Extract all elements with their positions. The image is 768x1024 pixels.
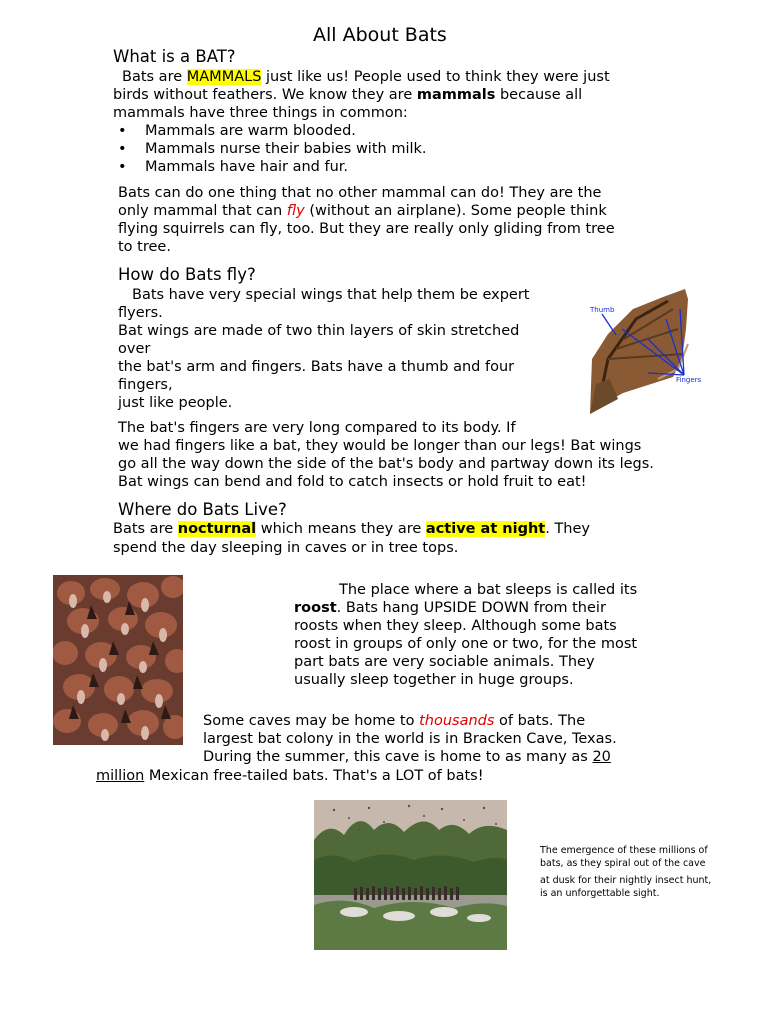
bullet-text: Mammals are warm blooded. [145, 123, 356, 139]
fingers-para-line: we had fingers like a bat, they would be longer than our legs! Bat wings [118, 438, 642, 454]
photo-caption-line: The emergence of these millions of [540, 845, 708, 856]
fingers-para-line: Bat wings can bend and fold to catch insects or hold fruit to eat! [118, 474, 587, 490]
bullet-text: Mammals nurse their babies with milk. [145, 141, 427, 157]
underline-20: 20 [592, 749, 611, 765]
para-text: only mammal that can [118, 203, 287, 219]
section-heading-how-do-bats-fly: How do Bats fly? [118, 265, 256, 284]
roosting-bats-photo [53, 575, 183, 745]
fly-line: the bat's arm and fingers. Bats have a thumb and four [118, 359, 515, 375]
text: Mexican free-tailed bats. That's a LOT of bats! [144, 768, 484, 784]
bullet-icon: • [118, 123, 127, 139]
red-thousands: thousands [419, 713, 495, 729]
bat-wing-image [588, 289, 704, 414]
roost-line: The place where a bat sleeps is called its [339, 582, 638, 598]
text: During the summer, this cave is home to as many as [203, 749, 593, 765]
text: of bats. The [494, 713, 586, 729]
caves-para-line: largest bat colony in the world is in Bracken Cave, Texas. [203, 731, 617, 747]
fly-line: flyers. [118, 305, 163, 321]
section-heading-where-do-bats-live: Where do Bats Live? [118, 500, 287, 519]
bullet-icon: • [118, 159, 127, 175]
intro-text: Bats are [122, 69, 187, 85]
intro-line-2 [113, 86, 582, 104]
text: Some caves may be home to [203, 713, 420, 729]
bullet-icon: • [118, 141, 127, 157]
intro-line-1 [113, 68, 610, 86]
para-line: Bats can do one thing that no other mammal can do! They are the [118, 185, 602, 201]
caves-line: spend the day sleeping in caves or in tree tops. [113, 540, 459, 556]
wing-label-thumb: Thumb [590, 306, 615, 314]
fly-line: just like people. [118, 395, 233, 411]
text: . Bats hang UPSIDE DOWN from their [336, 600, 606, 616]
fly-line: over [118, 341, 151, 357]
intro-line-3: mammals have three things in common: [113, 105, 408, 121]
caves-para-line [203, 712, 585, 730]
bold-roost: roost [294, 600, 337, 616]
roost-line [294, 599, 606, 617]
fly-line: Bats have very special wings that help them be expert [132, 287, 530, 303]
text: which means they are [256, 521, 426, 537]
section-heading-what-is-a-bat: What is a BAT? [113, 47, 236, 66]
text: . They [545, 521, 591, 537]
roost-line: roosts when they sleep. Although some bats [294, 618, 617, 634]
caves-para-line [203, 748, 611, 766]
photo-caption-line: bats, as they spiral out of the cave [540, 858, 706, 869]
roost-line: part bats are very sociable animals. They [294, 654, 595, 670]
bullet-text: Mammals have hair and fur. [145, 159, 349, 175]
para-line: to tree. [118, 239, 171, 255]
underline-million: million [96, 768, 145, 784]
bullet-item [118, 158, 518, 176]
fly-line: Bat wings are made of two thin layers of skin stretched [118, 323, 520, 339]
bold-mammals: mammals [416, 87, 496, 103]
para-line [118, 202, 607, 220]
fingers-para-line: The bat's fingers are very long compared to its body. If [118, 420, 516, 436]
text: Bats are [113, 521, 178, 537]
bullet-item [118, 140, 518, 158]
highlight-nocturnal: nocturnal [177, 521, 257, 537]
page-title: All About Bats [313, 24, 447, 46]
highlight-active-at-night: active at night [425, 521, 546, 537]
nocturnal-line [113, 520, 590, 538]
caves-para-line [96, 767, 484, 785]
bracken-cave-photo [314, 800, 507, 950]
photo-caption-line: is an unforgettable sight. [540, 888, 660, 899]
photo-caption-line: at dusk for their nightly insect hunt, [540, 875, 712, 886]
intro-text: because all [495, 87, 583, 103]
intro-text: just like us! People used to think they were just [261, 69, 610, 85]
red-fly: fly [286, 203, 305, 219]
roost-line: usually sleep together in huge groups. [294, 672, 574, 688]
roost-line: roost in groups of only one or two, for the most [294, 636, 638, 652]
para-text: (without an airplane). Some people think [304, 203, 607, 219]
fingers-para-line: go all the way down the side of the bat's body and partway down its legs. [118, 456, 654, 472]
para-line: flying squirrels can fly, too. But they are really only gliding from tree [118, 221, 615, 237]
intro-text: birds without feathers. We know they are [113, 87, 417, 103]
bullet-item [118, 122, 518, 140]
fly-line: fingers, [118, 377, 173, 393]
wing-label-fingers: Fingers [676, 376, 702, 384]
highlight-mammals: MAMMALS [186, 69, 262, 85]
